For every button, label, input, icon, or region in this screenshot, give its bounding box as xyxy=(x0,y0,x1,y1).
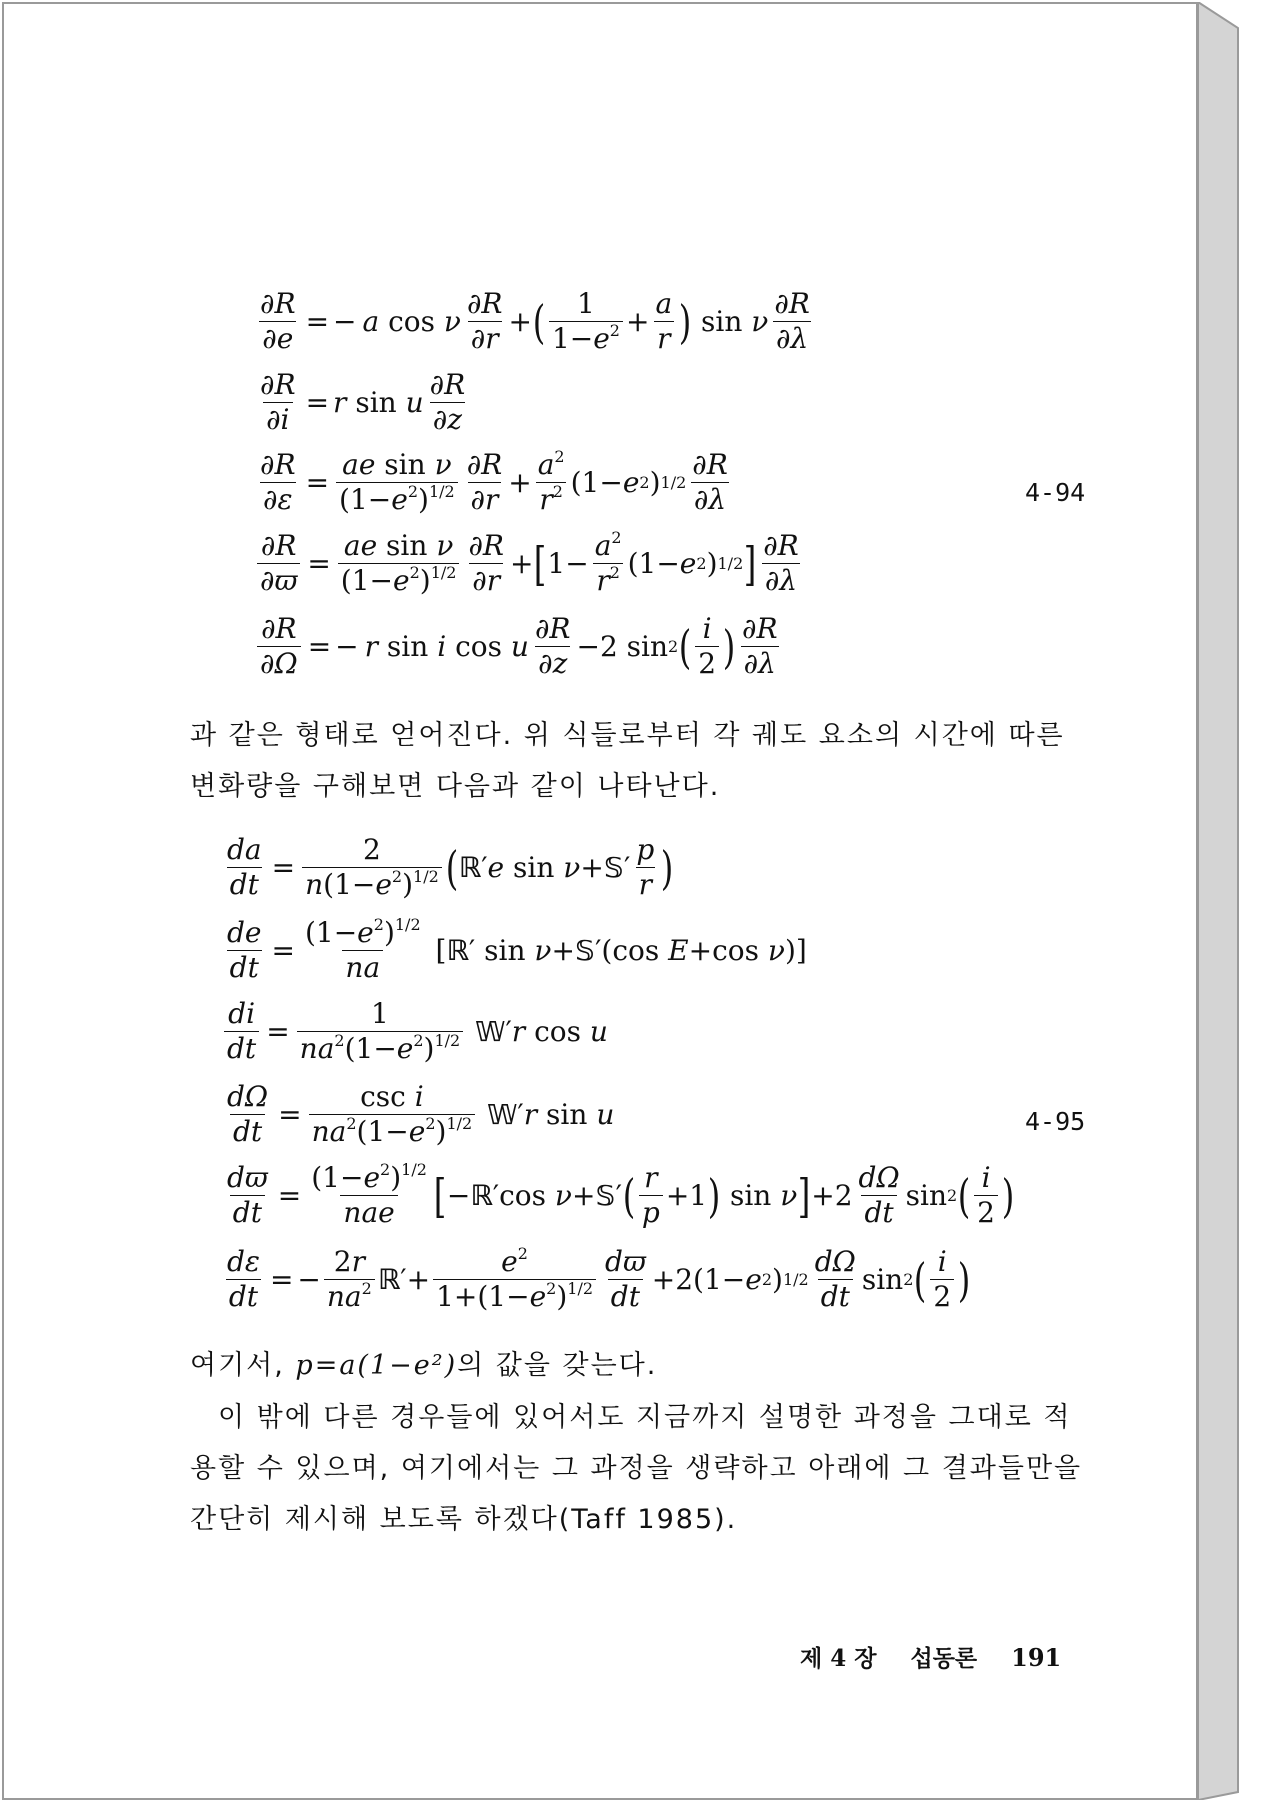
paragraph xyxy=(190,1340,1090,1391)
equation-domega-tilde-dt: $\frac{dϖ}{dt}$ = $\frac{(1-e^2)^{1/2}}{\text{nae}}$ [ − ℝ ′cos ν + 𝕊 ′ ( $\frac{r}{p}$ +1 ) sin ν ] +2 $\frac{d\Omega}{dt}$ sin 2 ( $\frac{i}{2}$ ) xyxy=(227,1160,1015,1229)
book-page xyxy=(2,2,1198,1800)
page-footer xyxy=(800,1640,1061,1673)
paragraph-text: 여기서, p=a(1−e²)의 값을 갖는다. xyxy=(190,1350,658,1381)
chapter-title: 섭동론 xyxy=(910,1645,978,1672)
equation-dR-domega-tilde: $\frac{\partial R}{\partial ϖ}$ = $\frac{\text{ae sin ν}}{(1-e^2)^{1/2}}$ $\frac{\partial R}{\partial r}$ + [ 1− $\frac{a^2}{r^2}$ (1− e 2 ) 1/2 ] $\frac{\partial R}{\partial\lambda}$ xyxy=(254,532,805,595)
equation-de-dt: $\frac{de}{dt}$ = $\frac{(1-e^2)^{1/2}}{na}$ [ ℝ ′ sin ν + 𝕊 ′(cos E +cos ν )] xyxy=(227,915,807,984)
paragraph-text: 과 같은 형태로 얻어진다. 위 식들로부터 각 궤도 요소의 시간에 따른 변화량을 구해보면 다음과 같이 나타난다. xyxy=(190,720,1065,802)
equation-di-dt: $\frac{di}{dt}$ = $\frac{1}{na^2(1-e^2)^{1/2}}$ 𝕎 ′ r cos u xyxy=(221,1000,608,1063)
page-number: 191 xyxy=(1011,1643,1062,1672)
page-stack-edge xyxy=(1198,2,1242,1800)
chapter-label: 제 4 장 xyxy=(800,1645,877,1672)
equation-dR-de: $\frac{\partial R}{\partial e}$ = − a cos ν $\frac{\partial R}{\partial r}$ + ( $\frac{1}{1-e^2}$ + $\frac{a}{r}$ ) sin ν $\frac{\partial R}{\partial\lambda}$ xyxy=(260,287,810,355)
equation-dOmega-dt: $\frac{d\Omega}{dt}$ = $\frac{\text{csc i}}{na^2(1-e^2)^{1/2}}$ 𝕎 ′ r sin u xyxy=(227,1080,615,1148)
paragraph-text: 이 밖에 다른 경우들에 있어서도 지금까지 설명한 과정을 그대로 적용할 수 있으며, 여기에서는 그 과정을 생략하고 아래에 그 결과들만을 간단히 제시해 보도록 하겠다(Taff 1985). xyxy=(190,1402,1083,1535)
equation-depsilon-dt: $\frac{d\varepsilon}{dt}$ = − $\frac{2r}{na^2}$ ℝ ′+ $\frac{e^2}{1+(1-e^2)^{1/2}}$ $\frac{dϖ}{dt}$ +2(1− e 2 ) 1/2 $\frac{d\Omega}{dt}$ sin 2 ( $\frac{i}{2}$ ) xyxy=(227,1244,971,1313)
paragraph xyxy=(190,710,1090,812)
equation-dR-depsilon: $\frac{\partial R}{\partial\varepsilon}$ = $\frac{\text{ae sin ν}}{(1-e^2)^{1/2}}$ $\frac{\partial R}{\partial r}$ + $\frac{a^2}{r^2}$ (1− e 2 ) 1/2 $\frac{\partial R}{\partial\lambda}$ xyxy=(260,447,728,516)
equation-da-dt: $\frac{da}{dt}$ = $\frac{2}{n(1-e^2)^{1/2}}$ ( ℝ ′ e sin ν + 𝕊 ′ $\frac{p}{r}$ ) xyxy=(227,833,674,901)
equation-dR-dOmega: $\frac{\partial R}{\partial\Omega}$ = − r sin i cos u $\frac{\partial R}{\partial z}$ −2 sin 2 ( $\frac{i}{2}$ ) $\frac{\partial R}{\partial\lambda}$ xyxy=(254,615,784,678)
paragraph xyxy=(190,1392,1090,1545)
equation-number: 4-95 xyxy=(1025,1107,1086,1136)
equation-dR-di: $\frac{\partial R}{\partial i}$ = r sin u $\frac{\partial R}{\partial z}$ xyxy=(260,368,466,436)
equation-number: 4-94 xyxy=(1025,478,1086,507)
